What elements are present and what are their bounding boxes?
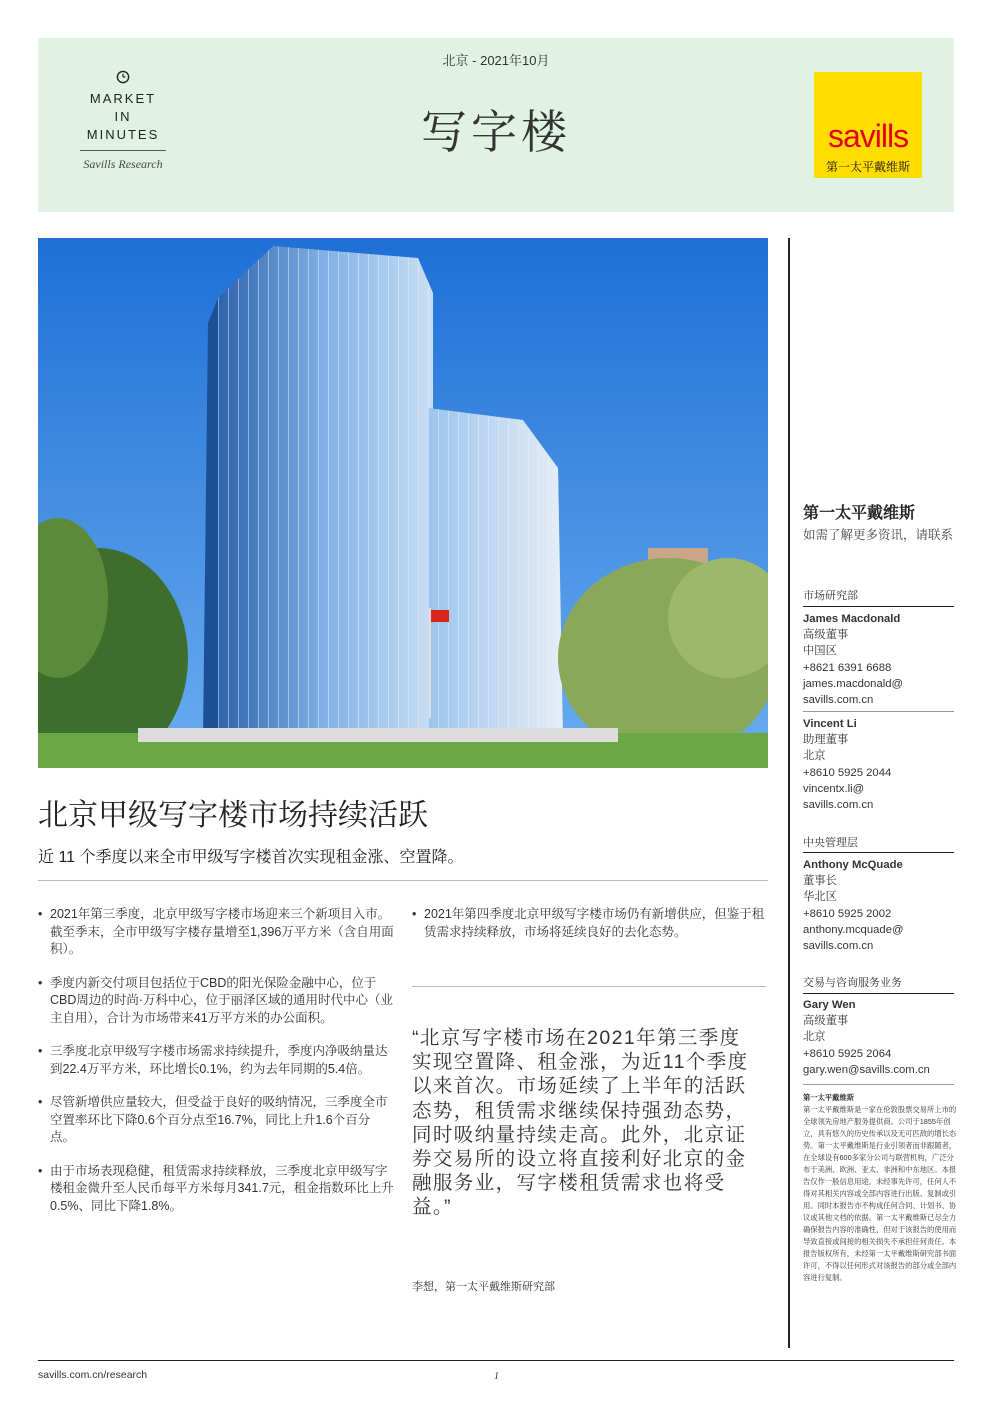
quote-attribution: 李想，第一太平戴维斯研究部	[412, 1281, 555, 1293]
contact-card	[803, 716, 955, 813]
savills-logo	[814, 72, 922, 178]
headline: 北京甲级写字楼市场持续活跃	[38, 799, 428, 832]
contact-email-domain[interactable]: savills.com.cn	[803, 799, 874, 812]
quote-divider	[412, 986, 766, 987]
contact-email[interactable]: vincentx.li@	[803, 782, 865, 795]
contact-name: Vincent Li	[803, 718, 857, 730]
contact-email[interactable]: james.macdonald@	[803, 677, 904, 690]
contact-card	[803, 857, 955, 954]
contact-card	[803, 611, 955, 708]
contact-region: 北京	[803, 750, 826, 763]
bullet-item: • 尽管新增供应量较大，但受益于良好的吸纳情况，三季度全市空置率环比下降0.6个百分点至16.7%，同比上升1.6个百分点。	[38, 1094, 394, 1147]
bullets-right	[412, 906, 768, 941]
section-rule	[803, 993, 954, 994]
mim-subtitle: Savills Research	[83, 157, 163, 171]
contact-title: 董事长	[803, 875, 837, 888]
contact-name: Anthony McQuade	[803, 859, 903, 871]
page-number: 1	[494, 1371, 499, 1382]
headline-rule	[38, 880, 768, 881]
contact-rule	[803, 1084, 954, 1085]
mim-line-minutes: MINUTES	[86, 127, 160, 142]
contact-card	[803, 997, 955, 1078]
mim-line-market: MARKET	[89, 91, 157, 106]
contact-region: 北京	[803, 1031, 826, 1044]
section-rule	[803, 852, 954, 853]
pull-quote: “北京写字楼市场在2021年第三季度实现空置降、租金涨，为近11个季度以来首次。市场延续了上半年的活跃态势，租赁需求继续保持强劲态势，同时吸纳量持续走高。此外，北京证券交易所的设立将直接利好北京的金融服务业，写字楼租赁需求也将受益。”	[412, 1027, 749, 1219]
bullet-item: • 三季度北京甲级写字楼市场需求持续提升，季度内净吸纳量达到22.4万平方米，环比增长0.1%，约为去年同期的5.4倍。	[38, 1043, 394, 1078]
hero-photo	[38, 238, 768, 768]
contact-phone[interactable]: +8610 5925 2064	[803, 1047, 892, 1060]
contact-title: 助理董事	[803, 734, 849, 747]
contact-title: 高级董事	[803, 1015, 849, 1028]
section-rule	[803, 606, 954, 607]
bullet-item: • 2021年第四季度北京甲级写字楼市场仍有新增供应，但鉴于租赁需求持续释放，市场将延续良好的去化态势。	[412, 906, 768, 941]
bullet-item: • 季度内新交付项目包括位于CBD的阳光保险金融中心，位于CBD周边的时尚·万科中心，位于丽泽区域的通用时代中心（业主自用），合计为市场带来41万平方米的办公面积。	[38, 975, 394, 1028]
disclaimer	[803, 1092, 959, 1284]
contact-region: 中国区	[803, 645, 837, 658]
section-management: 中央管理层	[803, 837, 858, 849]
sidebar-divider	[788, 238, 790, 1348]
footer-rule	[38, 1360, 954, 1361]
bullet-item: • 2021年第三季度，北京甲级写字楼市场迎来三个新项目入市。截至季末，全市甲级写字楼存量增至1,396万平方米（含自用面积）。	[38, 906, 394, 959]
contact-email[interactable]: gary.wen@savills.com.cn	[803, 1063, 930, 1076]
contact-name: Gary Wen	[803, 999, 856, 1011]
savills-logo-cn: 第一太平戴维斯	[825, 160, 910, 174]
contact-phone[interactable]: +8621 6391 6688	[803, 661, 892, 674]
section-research: 市场研究部	[803, 590, 858, 602]
savills-logo-text: savills	[827, 118, 909, 154]
clock-icon	[116, 70, 130, 84]
contact-email[interactable]: anthony.mcquade@	[803, 923, 904, 936]
contact-name: James Macdonald	[803, 613, 901, 625]
disclaimer-title: 第一太平戴维斯	[803, 1093, 855, 1102]
contact-rule	[803, 711, 954, 712]
contact-email-domain[interactable]: savills.com.cn	[803, 694, 874, 707]
office-tower-illustration	[38, 238, 768, 768]
sidebar-intro	[803, 500, 955, 544]
subheadline: 近 11 个季度以来全市甲级写字楼首次实现租金涨、空置降。	[38, 849, 464, 866]
footer-url[interactable]: savills.com.cn/research	[38, 1369, 148, 1381]
mim-line-in: IN	[114, 109, 132, 124]
contact-phone[interactable]: +8610 5925 2044	[803, 766, 892, 779]
sidebar-company: 第一太平戴维斯	[803, 505, 916, 522]
report-title: 写字楼	[421, 106, 571, 158]
contact-phone[interactable]: +8610 5925 2002	[803, 907, 892, 920]
contact-title: 高级董事	[803, 629, 849, 642]
section-advisory: 交易与咨询服务业务	[803, 977, 902, 989]
disclaimer-text: 第一太平戴维斯是一家在伦敦股票交易所上市的全球领先房地产服务提供商。公司于1855年创立，具有悠久的历史传承以及无可匹敌的增长态势。第一太平戴维斯是行业引领者而非跟随者，在全球设有600多家分公司与联营机构，广泛分布于美洲、欧洲、亚太、非洲和中东地区。本报告仅作一般信息用途。未经事先许可，任何人不得对其相关内容或全部内容进行出版、复制或引用。同时本报告亦不构成任何合同、计划书、协议或其他文档的依据。第一太平戴维斯已尽全力确保报告内容的准确性，但对于该报告的使用而导致直接或间接的相关损失不承担任何责任。本报告版权所有，未经第一太平戴维斯研究部书面许可，不得以任何形式对该报告的部分或全部内容进行复制。	[803, 1105, 957, 1282]
contact-region: 华北区	[803, 891, 837, 904]
bullets-left	[38, 906, 394, 1231]
bullet-item: • 由于市场表现稳健，租赁需求持续释放，三季度北京甲级写字楼租金微升至人民币每平方米每月341.7元，租金指数环比上升0.5%、同比下降1.8%。	[38, 1163, 394, 1216]
sidebar-contact-prompt: 如需了解更多资讯，请联系	[803, 528, 954, 542]
dateline: 北京 - 2021年10月	[442, 53, 550, 68]
report-header	[38, 38, 954, 212]
contact-email-domain[interactable]: savills.com.cn	[803, 940, 874, 953]
